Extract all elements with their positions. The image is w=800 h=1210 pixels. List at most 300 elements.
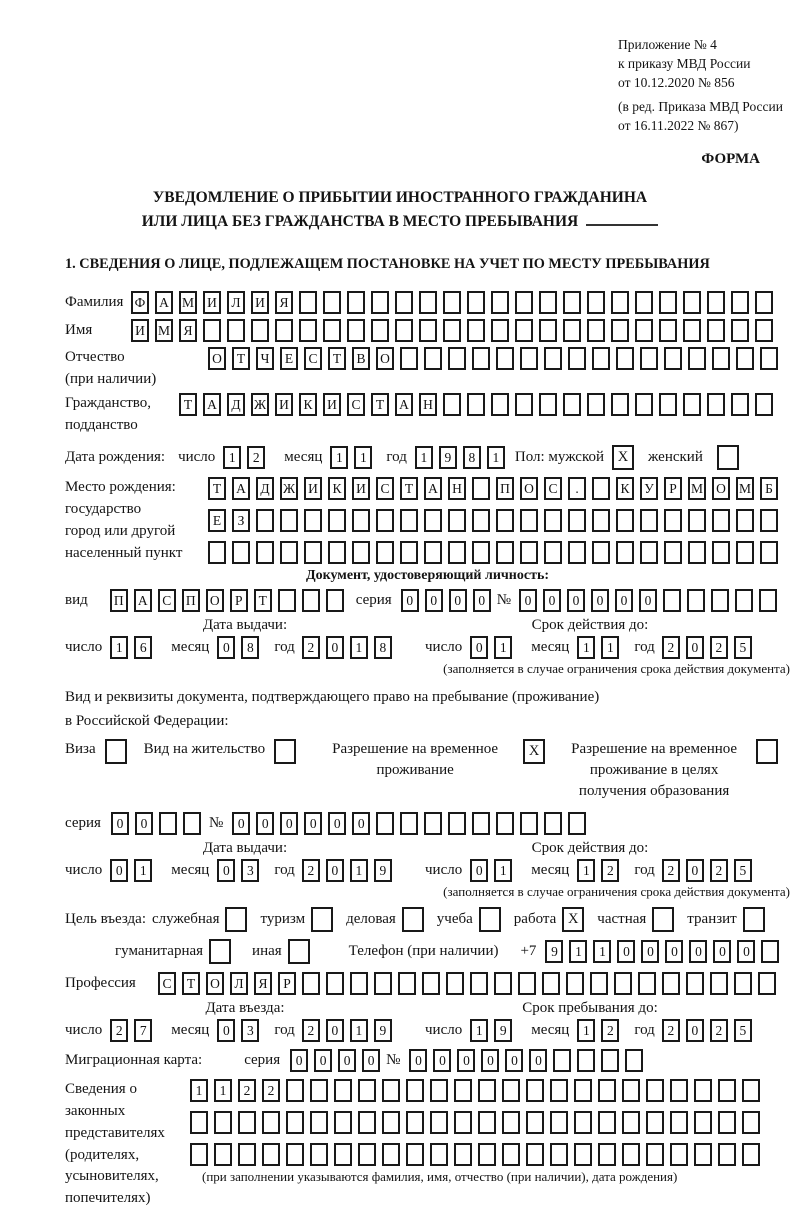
char-box[interactable] <box>310 1079 328 1102</box>
char-box[interactable]: 0 <box>639 589 657 612</box>
char-box[interactable]: Ч <box>256 347 274 370</box>
char-box[interactable] <box>515 319 533 342</box>
char-box[interactable] <box>550 1111 568 1134</box>
char-box[interactable]: 0 <box>314 1049 332 1072</box>
char-box[interactable] <box>520 509 538 532</box>
char-box[interactable] <box>710 972 728 995</box>
char-box[interactable] <box>544 812 562 835</box>
char-box[interactable] <box>374 972 392 995</box>
char-box[interactable] <box>686 972 704 995</box>
char-box[interactable]: 0 <box>401 589 419 612</box>
char-box[interactable]: Д <box>256 477 274 500</box>
char-box[interactable]: Л <box>227 291 245 314</box>
char-box[interactable] <box>577 1049 595 1072</box>
char-box[interactable] <box>352 509 370 532</box>
char-box[interactable]: Р <box>278 972 296 995</box>
char-box[interactable]: А <box>232 477 250 500</box>
char-box[interactable] <box>238 1143 256 1166</box>
char-box[interactable] <box>755 319 773 342</box>
purpose-official-checkbox[interactable] <box>225 907 247 932</box>
char-box[interactable]: Т <box>254 589 272 612</box>
char-box[interactable] <box>635 291 653 314</box>
char-box[interactable] <box>262 1143 280 1166</box>
char-box[interactable]: 9 <box>439 446 457 469</box>
char-box[interactable]: И <box>131 319 149 342</box>
char-box[interactable] <box>496 812 514 835</box>
char-box[interactable] <box>539 291 557 314</box>
char-box[interactable] <box>227 319 245 342</box>
char-box[interactable]: 0 <box>290 1049 308 1072</box>
char-box[interactable]: 0 <box>686 636 704 659</box>
char-box[interactable]: Т <box>182 972 200 995</box>
char-box[interactable]: 1 <box>494 859 512 882</box>
char-box[interactable] <box>275 319 293 342</box>
char-box[interactable]: 0 <box>473 589 491 612</box>
char-box[interactable] <box>544 347 562 370</box>
char-box[interactable] <box>478 1143 496 1166</box>
char-box[interactable] <box>712 509 730 532</box>
char-box[interactable] <box>183 812 201 835</box>
char-box[interactable] <box>663 589 681 612</box>
char-box[interactable]: 0 <box>304 812 322 835</box>
char-box[interactable]: 5 <box>734 859 752 882</box>
char-box[interactable] <box>598 1079 616 1102</box>
char-box[interactable]: 0 <box>328 812 346 835</box>
char-box[interactable] <box>731 291 749 314</box>
char-box[interactable] <box>520 347 538 370</box>
char-box[interactable]: Е <box>280 347 298 370</box>
char-box[interactable]: 1 <box>350 1019 368 1042</box>
char-box[interactable] <box>742 1111 760 1134</box>
char-box[interactable] <box>587 393 605 416</box>
char-box[interactable]: 0 <box>481 1049 499 1072</box>
char-box[interactable]: 0 <box>470 636 488 659</box>
char-box[interactable]: 9 <box>374 1019 392 1042</box>
char-box[interactable] <box>694 1111 712 1134</box>
char-box[interactable] <box>601 1049 619 1072</box>
char-box[interactable] <box>323 291 341 314</box>
char-box[interactable] <box>731 319 749 342</box>
char-box[interactable] <box>622 1143 640 1166</box>
char-box[interactable] <box>323 319 341 342</box>
char-box[interactable] <box>395 319 413 342</box>
char-box[interactable] <box>711 589 729 612</box>
char-box[interactable] <box>382 1079 400 1102</box>
char-box[interactable]: Т <box>232 347 250 370</box>
purpose-business-checkbox[interactable] <box>402 907 424 932</box>
char-box[interactable]: О <box>208 347 226 370</box>
char-box[interactable] <box>334 1079 352 1102</box>
char-box[interactable]: К <box>299 393 317 416</box>
char-box[interactable] <box>592 477 610 500</box>
char-box[interactable] <box>347 319 365 342</box>
char-box[interactable] <box>563 319 581 342</box>
residence-permit-checkbox[interactable] <box>274 739 296 764</box>
char-box[interactable] <box>382 1111 400 1134</box>
char-box[interactable]: Р <box>664 477 682 500</box>
char-box[interactable] <box>443 393 461 416</box>
char-box[interactable] <box>611 319 629 342</box>
char-box[interactable] <box>664 347 682 370</box>
char-box[interactable]: 0 <box>686 859 704 882</box>
char-box[interactable] <box>472 541 490 564</box>
char-box[interactable] <box>616 509 634 532</box>
char-box[interactable]: 1 <box>577 636 595 659</box>
char-box[interactable]: Л <box>230 972 248 995</box>
char-box[interactable]: 0 <box>713 940 731 963</box>
char-box[interactable]: 2 <box>601 859 619 882</box>
char-box[interactable] <box>598 1143 616 1166</box>
char-box[interactable]: Т <box>208 477 226 500</box>
char-box[interactable] <box>611 291 629 314</box>
char-box[interactable]: И <box>275 393 293 416</box>
char-box[interactable]: 8 <box>241 636 259 659</box>
char-box[interactable] <box>758 972 776 995</box>
char-box[interactable]: 1 <box>470 1019 488 1042</box>
char-box[interactable] <box>430 1079 448 1102</box>
char-box[interactable] <box>515 393 533 416</box>
char-box[interactable]: 0 <box>689 940 707 963</box>
char-box[interactable] <box>467 393 485 416</box>
char-box[interactable]: П <box>182 589 200 612</box>
char-box[interactable] <box>334 1111 352 1134</box>
char-box[interactable] <box>430 1111 448 1134</box>
char-box[interactable]: 3 <box>241 1019 259 1042</box>
char-box[interactable] <box>470 972 488 995</box>
char-box[interactable] <box>688 541 706 564</box>
char-box[interactable] <box>478 1111 496 1134</box>
char-box[interactable] <box>759 589 777 612</box>
char-box[interactable]: У <box>640 477 658 500</box>
char-box[interactable] <box>625 1049 643 1072</box>
char-box[interactable] <box>238 1111 256 1134</box>
temp-residence-checkbox[interactable]: X <box>523 739 545 764</box>
char-box[interactable]: М <box>736 477 754 500</box>
char-box[interactable]: З <box>232 509 250 532</box>
char-box[interactable] <box>664 509 682 532</box>
char-box[interactable] <box>742 1143 760 1166</box>
char-box[interactable] <box>443 291 461 314</box>
char-box[interactable] <box>563 393 581 416</box>
temp-residence-edu-checkbox[interactable] <box>756 739 778 764</box>
char-box[interactable]: К <box>328 477 346 500</box>
char-box[interactable] <box>448 812 466 835</box>
char-box[interactable]: 1 <box>190 1079 208 1102</box>
char-box[interactable] <box>454 1111 472 1134</box>
purpose-private-checkbox[interactable] <box>652 907 674 932</box>
char-box[interactable]: А <box>424 477 442 500</box>
char-box[interactable]: 0 <box>470 859 488 882</box>
char-box[interactable] <box>286 1079 304 1102</box>
char-box[interactable]: 1 <box>214 1079 232 1102</box>
char-box[interactable]: 8 <box>374 636 392 659</box>
char-box[interactable]: В <box>352 347 370 370</box>
char-box[interactable]: 2 <box>662 1019 680 1042</box>
char-box[interactable]: 0 <box>519 589 537 612</box>
char-box[interactable] <box>496 347 514 370</box>
char-box[interactable] <box>718 1079 736 1102</box>
char-box[interactable]: 2 <box>662 636 680 659</box>
char-box[interactable]: 0 <box>617 940 635 963</box>
char-box[interactable] <box>646 1143 664 1166</box>
char-box[interactable]: 0 <box>457 1049 475 1072</box>
char-box[interactable]: 0 <box>217 1019 235 1042</box>
char-box[interactable] <box>761 940 779 963</box>
char-box[interactable] <box>587 291 605 314</box>
char-box[interactable]: 1 <box>577 1019 595 1042</box>
char-box[interactable]: 1 <box>110 636 128 659</box>
char-box[interactable] <box>467 319 485 342</box>
char-box[interactable]: Б <box>760 477 778 500</box>
char-box[interactable] <box>478 1079 496 1102</box>
char-box[interactable] <box>611 393 629 416</box>
char-box[interactable] <box>544 541 562 564</box>
char-box[interactable] <box>280 509 298 532</box>
char-box[interactable]: 0 <box>641 940 659 963</box>
char-box[interactable]: И <box>352 477 370 500</box>
char-box[interactable]: О <box>376 347 394 370</box>
char-box[interactable]: Д <box>227 393 245 416</box>
char-box[interactable] <box>755 291 773 314</box>
char-box[interactable]: 7 <box>134 1019 152 1042</box>
char-box[interactable] <box>688 347 706 370</box>
char-box[interactable]: 1 <box>601 636 619 659</box>
char-box[interactable]: 1 <box>415 446 433 469</box>
char-box[interactable]: Ж <box>251 393 269 416</box>
char-box[interactable]: С <box>347 393 365 416</box>
char-box[interactable]: 2 <box>238 1079 256 1102</box>
char-box[interactable] <box>539 319 557 342</box>
char-box[interactable]: 0 <box>615 589 633 612</box>
char-box[interactable] <box>326 972 344 995</box>
char-box[interactable] <box>203 319 221 342</box>
char-box[interactable] <box>376 812 394 835</box>
char-box[interactable]: 1 <box>350 636 368 659</box>
char-box[interactable]: 5 <box>734 1019 752 1042</box>
char-box[interactable]: 0 <box>409 1049 427 1072</box>
char-box[interactable] <box>424 347 442 370</box>
char-box[interactable] <box>736 347 754 370</box>
char-box[interactable] <box>278 589 296 612</box>
char-box[interactable] <box>574 1079 592 1102</box>
char-box[interactable] <box>304 541 322 564</box>
char-box[interactable]: 1 <box>350 859 368 882</box>
char-box[interactable] <box>454 1143 472 1166</box>
char-box[interactable]: А <box>395 393 413 416</box>
char-box[interactable]: 0 <box>217 636 235 659</box>
char-box[interactable]: М <box>179 291 197 314</box>
char-box[interactable] <box>334 1143 352 1166</box>
char-box[interactable] <box>670 1111 688 1134</box>
char-box[interactable]: 0 <box>111 812 129 835</box>
char-box[interactable] <box>190 1111 208 1134</box>
purpose-study-checkbox[interactable] <box>479 907 501 932</box>
char-box[interactable] <box>640 509 658 532</box>
char-box[interactable] <box>371 319 389 342</box>
char-box[interactable]: Р <box>230 589 248 612</box>
char-box[interactable] <box>467 291 485 314</box>
char-box[interactable]: 1 <box>487 446 505 469</box>
purpose-other-checkbox[interactable] <box>288 939 310 964</box>
char-box[interactable] <box>419 319 437 342</box>
char-box[interactable] <box>310 1143 328 1166</box>
char-box[interactable]: И <box>323 393 341 416</box>
char-box[interactable]: С <box>158 589 176 612</box>
char-box[interactable] <box>646 1079 664 1102</box>
purpose-transit-checkbox[interactable] <box>743 907 765 932</box>
char-box[interactable]: О <box>712 477 730 500</box>
char-box[interactable] <box>707 291 725 314</box>
char-box[interactable] <box>659 319 677 342</box>
char-box[interactable] <box>616 541 634 564</box>
char-box[interactable] <box>496 541 514 564</box>
char-box[interactable] <box>550 1143 568 1166</box>
char-box[interactable] <box>638 972 656 995</box>
char-box[interactable] <box>446 972 464 995</box>
char-box[interactable]: М <box>688 477 706 500</box>
char-box[interactable] <box>304 509 322 532</box>
char-box[interactable]: 0 <box>543 589 561 612</box>
char-box[interactable]: 0 <box>326 859 344 882</box>
char-box[interactable]: 2 <box>247 446 265 469</box>
char-box[interactable]: 0 <box>567 589 585 612</box>
char-box[interactable]: П <box>496 477 514 500</box>
char-box[interactable]: 9 <box>545 940 563 963</box>
char-box[interactable] <box>553 1049 571 1072</box>
char-box[interactable] <box>430 1143 448 1166</box>
char-box[interactable]: . <box>568 477 586 500</box>
char-box[interactable] <box>736 509 754 532</box>
char-box[interactable]: 0 <box>665 940 683 963</box>
char-box[interactable]: 0 <box>280 812 298 835</box>
purpose-tourism-checkbox[interactable] <box>311 907 333 932</box>
char-box[interactable] <box>760 347 778 370</box>
visa-checkbox[interactable] <box>105 739 127 764</box>
char-box[interactable] <box>424 812 442 835</box>
char-box[interactable] <box>358 1111 376 1134</box>
char-box[interactable] <box>376 541 394 564</box>
char-box[interactable]: 0 <box>256 812 274 835</box>
char-box[interactable] <box>670 1143 688 1166</box>
char-box[interactable]: 0 <box>338 1049 356 1072</box>
char-box[interactable]: 5 <box>734 636 752 659</box>
char-box[interactable]: Я <box>254 972 272 995</box>
char-box[interactable] <box>683 319 701 342</box>
char-box[interactable] <box>502 1143 520 1166</box>
char-box[interactable]: 1 <box>577 859 595 882</box>
char-box[interactable] <box>382 1143 400 1166</box>
char-box[interactable] <box>448 347 466 370</box>
char-box[interactable] <box>598 1111 616 1134</box>
char-box[interactable]: 0 <box>425 589 443 612</box>
char-box[interactable] <box>395 291 413 314</box>
char-box[interactable] <box>502 1079 520 1102</box>
char-box[interactable] <box>683 291 701 314</box>
char-box[interactable]: Н <box>448 477 466 500</box>
char-box[interactable] <box>659 291 677 314</box>
char-box[interactable]: О <box>520 477 538 500</box>
char-box[interactable]: 0 <box>449 589 467 612</box>
char-box[interactable]: 0 <box>686 1019 704 1042</box>
char-box[interactable]: 9 <box>374 859 392 882</box>
char-box[interactable]: 3 <box>241 859 259 882</box>
char-box[interactable] <box>326 589 344 612</box>
char-box[interactable]: Ж <box>280 477 298 500</box>
char-box[interactable]: 2 <box>302 1019 320 1042</box>
char-box[interactable]: 0 <box>352 812 370 835</box>
char-box[interactable] <box>358 1079 376 1102</box>
char-box[interactable] <box>214 1143 232 1166</box>
char-box[interactable] <box>502 1111 520 1134</box>
char-box[interactable] <box>515 291 533 314</box>
char-box[interactable]: Т <box>179 393 197 416</box>
char-box[interactable]: 1 <box>134 859 152 882</box>
char-box[interactable] <box>491 319 509 342</box>
char-box[interactable] <box>371 291 389 314</box>
char-box[interactable] <box>358 1143 376 1166</box>
char-box[interactable] <box>443 319 461 342</box>
char-box[interactable] <box>159 812 177 835</box>
char-box[interactable] <box>328 509 346 532</box>
char-box[interactable] <box>659 393 677 416</box>
char-box[interactable] <box>190 1143 208 1166</box>
char-box[interactable] <box>616 347 634 370</box>
char-box[interactable] <box>574 1143 592 1166</box>
char-box[interactable]: С <box>158 972 176 995</box>
char-box[interactable]: 0 <box>326 1019 344 1042</box>
char-box[interactable] <box>256 541 274 564</box>
char-box[interactable]: 1 <box>569 940 587 963</box>
char-box[interactable] <box>232 541 250 564</box>
char-box[interactable]: 2 <box>710 636 728 659</box>
char-box[interactable] <box>526 1111 544 1134</box>
char-box[interactable] <box>622 1079 640 1102</box>
char-box[interactable]: Т <box>400 477 418 500</box>
char-box[interactable] <box>352 541 370 564</box>
char-box[interactable]: П <box>110 589 128 612</box>
char-box[interactable] <box>299 291 317 314</box>
char-box[interactable]: Ф <box>131 291 149 314</box>
char-box[interactable] <box>568 812 586 835</box>
char-box[interactable] <box>718 1111 736 1134</box>
char-box[interactable] <box>635 393 653 416</box>
char-box[interactable]: О <box>206 589 224 612</box>
char-box[interactable] <box>472 509 490 532</box>
char-box[interactable]: 0 <box>505 1049 523 1072</box>
char-box[interactable] <box>755 393 773 416</box>
char-box[interactable] <box>662 972 680 995</box>
char-box[interactable] <box>419 291 437 314</box>
char-box[interactable] <box>328 541 346 564</box>
char-box[interactable]: 1 <box>593 940 611 963</box>
char-box[interactable] <box>687 589 705 612</box>
char-box[interactable]: 0 <box>362 1049 380 1072</box>
gender-male-checkbox[interactable]: X <box>612 445 634 470</box>
char-box[interactable]: А <box>203 393 221 416</box>
char-box[interactable]: 2 <box>710 1019 728 1042</box>
char-box[interactable] <box>214 1111 232 1134</box>
char-box[interactable] <box>350 972 368 995</box>
char-box[interactable]: 0 <box>232 812 250 835</box>
char-box[interactable] <box>707 319 725 342</box>
char-box[interactable] <box>310 1111 328 1134</box>
char-box[interactable] <box>742 1079 760 1102</box>
char-box[interactable] <box>640 541 658 564</box>
char-box[interactable]: 0 <box>591 589 609 612</box>
char-box[interactable]: И <box>203 291 221 314</box>
char-box[interactable] <box>299 319 317 342</box>
char-box[interactable]: К <box>616 477 634 500</box>
